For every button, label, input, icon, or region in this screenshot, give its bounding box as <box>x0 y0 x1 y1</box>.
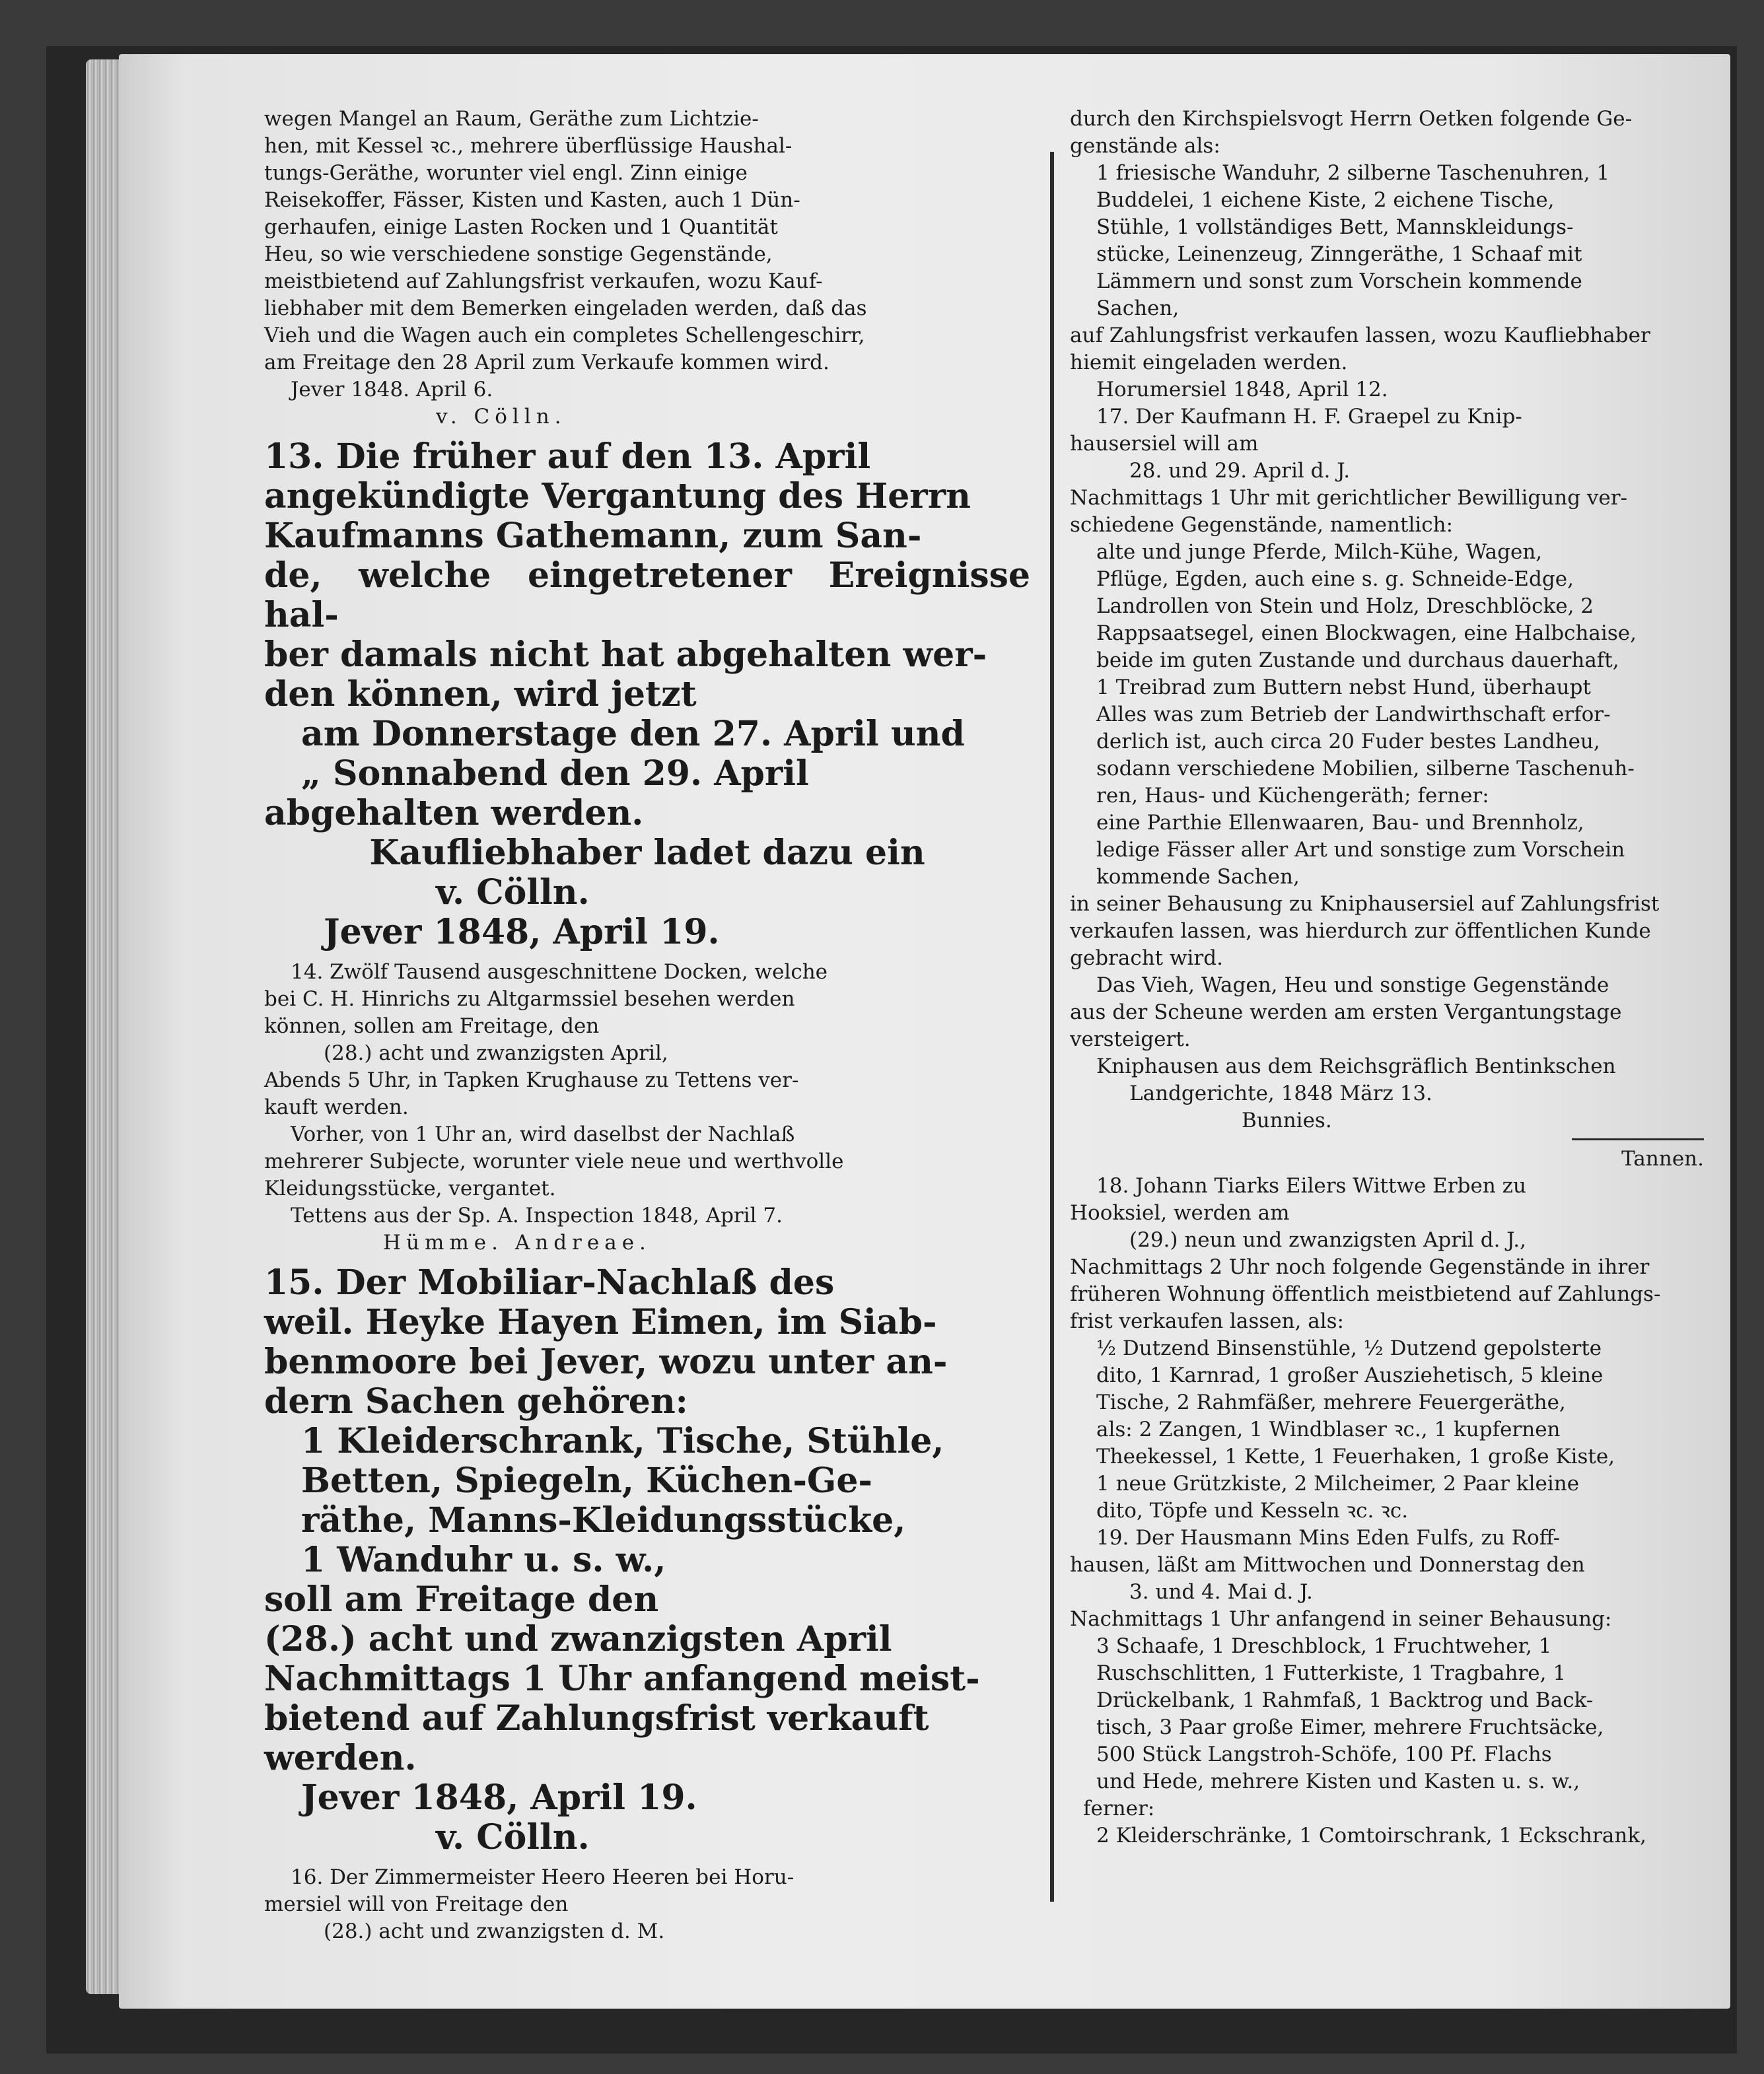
text-line: hen, mit Kessel ꝛc., mehrere überflüssige Haushal- <box>264 134 793 158</box>
right-continuation <box>1070 106 1704 403</box>
text-line: schiedene Gegenstände, namentlich: <box>1070 513 1454 537</box>
signature-rule <box>1572 1138 1704 1140</box>
big-line: soll am Freitage den <box>264 1579 659 1620</box>
item-line: Ruschschlitten, 1 Futterkiste, 1 Tragbahre, 1 <box>1096 1661 1567 1685</box>
item-line: als: 2 Zangen, 1 Windblaser ꝛc., 1 kupfernen <box>1096 1418 1561 1441</box>
big-date: Jever 1848, April 19. <box>301 1778 697 1818</box>
item-line: 1 Treibrad zum Buttern nebst Hund, überhaupt <box>1096 675 1591 699</box>
text-line: gerhaufen, einige Lasten Rocken und 1 Quantität <box>264 215 778 239</box>
item-line: Stühle, 1 vollständiges Bett, Mannskleidungs- <box>1096 215 1574 239</box>
item-line: Buddelei, 1 eichene Kiste, 2 eichene Tische, <box>1096 188 1555 212</box>
big-line: benmoore bei Jever, wozu unter an- <box>264 1342 948 1382</box>
date-line: 3. und 4. Mai d. J. <box>1129 1580 1313 1604</box>
text-line: Hooksiel, werden am <box>1070 1201 1290 1225</box>
date-line: (28.) acht und zwanzigsten April, <box>324 1041 668 1065</box>
item-line: Tische, 2 Rahmfäßer, mehrere Feuergeräthe, <box>1096 1391 1566 1414</box>
text-line: liebhaber mit dem Bemerken eingeladen werden, daß das <box>264 296 867 320</box>
item-line: derlich ist, auch circa 20 Fuder bestes Landheu, <box>1096 730 1600 753</box>
item-line: Drückelbank, 1 Rahmfaß, 1 Backtrog und Back- <box>1096 1688 1594 1712</box>
text-line: hiemit eingeladen werden. <box>1070 351 1348 374</box>
text-line: genstände als: <box>1070 134 1220 158</box>
big-signature: v. Cölln. <box>436 872 590 913</box>
text-line: frist verkaufen lassen, als: <box>1070 1309 1344 1333</box>
big-item: 1 Wanduhr u. s. w., <box>301 1540 666 1580</box>
big-line: dern Sachen gehören: <box>264 1381 688 1422</box>
text-line: in seiner Behausung zu Kniphausersiel auf Zahlungsfrist <box>1070 892 1660 916</box>
text-line: Vorher, von 1 Uhr an, wird daselbst der Nachlaß <box>291 1123 795 1146</box>
text-line: 19. Der Hausmann Mins Eden Fulfs, zu Roff- <box>1096 1526 1561 1550</box>
text-line: Nachmittags 2 Uhr noch folgende Gegenstände in ihrer <box>1070 1255 1650 1279</box>
signatures: Hümme. Andreae. <box>383 1231 651 1255</box>
big-line: bietend auf Zahlungsfrist verkauft <box>264 1698 929 1739</box>
left-continuation <box>264 106 1030 431</box>
big-item: Betten, Spiegeln, Küchen-Ge- <box>301 1461 873 1501</box>
big-line: weil. Heyke Hayen Eimen, im Siab- <box>264 1302 937 1342</box>
date-line: Horumersiel 1848, April 12. <box>1096 378 1388 401</box>
notice-17 <box>1070 403 1704 1173</box>
item-line: tisch, 3 Paar große Eimer, mehrere Fruchtsäcke, <box>1096 1715 1604 1739</box>
place-line: Tettens aus der Sp. A. Inspection 1848, April 7. <box>291 1204 783 1227</box>
big-line: abgehalten werden. <box>264 793 644 833</box>
item-line: Lämmern und sonst zum Vorschein kommende <box>1096 269 1582 293</box>
item-line: beide im guten Zustande und durchaus dauerhaft, <box>1096 648 1619 672</box>
big-line: den können, wird jetzt <box>264 674 697 714</box>
text-line: 18. Johann Tiarks Eilers Wittwe Erben zu <box>1096 1174 1526 1198</box>
spacer <box>264 1857 1030 1864</box>
item-line: 1 friesische Wanduhr, 2 silberne Taschenuhren, 1 <box>1096 161 1610 185</box>
item-line: Theekessel, 1 Kette, 1 Feuerhaken, 1 große Kiste, <box>1096 1445 1615 1469</box>
text-line: meistbietend auf Zahlungsfrist verkaufen, wozu Kauf- <box>264 269 823 293</box>
text-line: tungs-Geräthe, worunter viel engl. Zinn einige <box>264 161 748 185</box>
text-line: durch den Kirchspielsvogt Herrn Oetken folgende Ge- <box>1070 107 1633 131</box>
item-line: Landrollen von Stein und Holz, Dreschblöcke, 2 <box>1096 594 1594 618</box>
item-line: 1 neue Grützkiste, 2 Milcheimer, 2 Paar kleine <box>1096 1472 1580 1496</box>
text-line: hausen, läßt am Mittwochen und Donnerstag den <box>1070 1553 1585 1577</box>
text-line: am Freitage den 28 April zum Verkaufe kommen wird. <box>264 351 829 374</box>
big-date-line: am Donnerstage den 27. April und <box>301 714 965 754</box>
item-line: 500 Stück Langstroh-Schöfe, 100 Pf. Flachs <box>1096 1743 1552 1766</box>
text-line: ferner: <box>1083 1797 1155 1820</box>
right-column <box>1070 106 1704 1849</box>
text-line: Nachmittags 1 Uhr mit gerichtlicher Bewilligung ver- <box>1070 486 1628 510</box>
signature: Tannen. <box>1621 1147 1704 1171</box>
date-line: (28.) acht und zwanzigsten d. M. <box>324 1919 665 1943</box>
big-signature: v. Cölln. <box>436 1817 590 1857</box>
big-line: de, welche eingetretener Ereignisse hal- <box>264 555 1030 635</box>
place-line: Landgerichte, 1848 März 13. <box>1129 1082 1432 1105</box>
text-line: mersiel will von Freitage den <box>264 1892 569 1916</box>
big-line: Nachmittags 1 Uhr anfangend meist- <box>264 1659 980 1699</box>
big-date-line: (28.) acht und zwanzigsten April <box>264 1619 892 1659</box>
date-line: Jever 1848. April 6. <box>291 378 493 401</box>
big-item: 1 Kleiderschrank, Tische, Stühle, <box>301 1421 944 1461</box>
left-column <box>264 106 1030 1945</box>
text-line: auf Zahlungsfrist verkaufen lassen, wozu Kaufliebhaber <box>1070 324 1650 347</box>
notice-19 <box>1070 1525 1704 1849</box>
text-line: Heu, so wie verschiedene sonstige Gegenstände, <box>264 242 773 266</box>
item-line: sodann verschiedene Mobilien, silberne Taschenuh- <box>1096 757 1635 780</box>
item-line: ½ Dutzend Binsenstühle, ½ Dutzend gepolsterte <box>1096 1336 1602 1360</box>
big-line: werden. <box>264 1738 417 1778</box>
text-line: aus der Scheune werden am ersten Vergantungstage <box>1070 1000 1622 1024</box>
item-line: stücke, Leinenzeug, Zinngeräthe, 1 Schaaf mit <box>1096 242 1582 266</box>
text-line: Kleidungsstücke, vergantet. <box>264 1177 556 1200</box>
item-line: ren, Haus- und Küchengeräth; ferner: <box>1096 784 1489 808</box>
big-invite: Kaufliebhaber ladet dazu ein <box>369 833 925 873</box>
signature: Bunnies. <box>1242 1109 1332 1132</box>
notice-13 <box>264 437 1030 952</box>
big-line: 13. Die früher auf den 13. April <box>264 436 871 477</box>
text-line: 17. Der Kaufmann H. F. Graepel zu Knip- <box>1096 405 1522 429</box>
item-line: Alles was zum Betrieb der Landwirthschaft erfor- <box>1096 703 1611 726</box>
big-line: ber damals nicht hat abgehalten wer- <box>264 635 987 675</box>
notice-18 <box>1070 1173 1704 1525</box>
item-line: dito, 1 Karnrad, 1 großer Ausziehetisch, 5 kleine <box>1096 1364 1604 1387</box>
item-line: Rappsaatsegel, einen Blockwagen, eine Halbchaise, <box>1096 621 1637 645</box>
item-line: eine Parthie Ellenwaaren, Bau- und Brennholz, <box>1096 811 1584 835</box>
text-line: gebracht wird. <box>1070 946 1223 970</box>
notice-14 <box>264 959 1030 1257</box>
spacer <box>264 952 1030 959</box>
date-line: (29.) neun und zwanzigsten April d. J., <box>1129 1228 1527 1252</box>
text-line: 14. Zwölf Tausend ausgeschnittene Docken, welche <box>291 960 828 984</box>
text-line: 16. Der Zimmermeister Heero Heeren bei Horu- <box>291 1865 794 1889</box>
big-line: angekündigte Vergantung des Herrn <box>264 476 971 516</box>
item-line: Pflüge, Egden, auch eine s. g. Schneide-Edge, <box>1096 567 1574 591</box>
signature: v. Cölln. <box>436 405 567 429</box>
item-line: Sachen, <box>1096 296 1180 320</box>
text-line: kauft werden. <box>264 1095 409 1119</box>
big-line: 15. Der Mobiliar-Nachlaß des <box>264 1262 835 1303</box>
item-line: 2 Kleiderschränke, 1 Comtoirschrank, 1 Eckschrank, <box>1096 1824 1646 1848</box>
text-line: Reisekoffer, Fässer, Kisten und Kasten, auch 1 Dün- <box>264 188 800 212</box>
notice-16 <box>264 1864 1030 1945</box>
item-line: ledige Fässer aller Art und sonstige zum Vorschein <box>1096 838 1625 862</box>
text-line: Abends 5 Uhr, in Tapken Krughause zu Tettens ver- <box>264 1068 799 1092</box>
text-line: hausersiel will am <box>1070 432 1259 456</box>
notice-15 <box>264 1263 1030 1857</box>
date-line: 28. und 29. April d. J. <box>1129 459 1351 483</box>
item-line: 3 Schaafe, 1 Dreschblock, 1 Fruchtweher, 1 <box>1096 1634 1552 1658</box>
big-line: Kaufmanns Gathemann, zum San- <box>264 516 922 556</box>
text-line: Nachmittags 1 Uhr anfangend in seiner Behausung: <box>1070 1607 1612 1631</box>
column-rule <box>1050 152 1054 1902</box>
text-line: Vieh und die Wagen auch ein completes Schellengeschirr, <box>264 324 865 347</box>
text-line: versteigert. <box>1070 1027 1191 1051</box>
item-line: kommende Sachen, <box>1096 865 1300 889</box>
text-line: mehrerer Subjecte, worunter viele neue und werthvolle <box>264 1150 844 1173</box>
text-line: bei C. H. Hinrichs zu Altgarmssiel besehen werden <box>264 987 795 1011</box>
item-line: und Hede, mehrere Kisten und Kasten u. s. w., <box>1096 1770 1580 1793</box>
text-line: Das Vieh, Wagen, Heu und sonstige Gegenstände <box>1096 973 1609 997</box>
text-line: können, sollen am Freitage, den <box>264 1014 600 1038</box>
big-date: Jever 1848, April 19. <box>324 912 720 952</box>
place-line: Kniphausen aus dem Reichsgräflich Bentinkschen <box>1096 1054 1616 1078</box>
item-line: dito, Töpfe und Kesseln ꝛc. ꝛc. <box>1096 1499 1409 1523</box>
big-date-line: „ Sonnabend den 29. April <box>301 753 809 794</box>
item-line: alte und junge Pferde, Milch-Kühe, Wagen, <box>1096 540 1543 564</box>
big-item: räthe, Manns-Kleidungsstücke, <box>301 1500 906 1540</box>
text-line: früheren Wohnung öffentlich meistbietend auf Zahlungs- <box>1070 1282 1661 1306</box>
text-line: verkaufen lassen, was hierdurch zur öffentlichen Kunde <box>1070 919 1651 943</box>
text-line: wegen Mangel an Raum, Geräthe zum Lichtzie- <box>264 107 759 131</box>
